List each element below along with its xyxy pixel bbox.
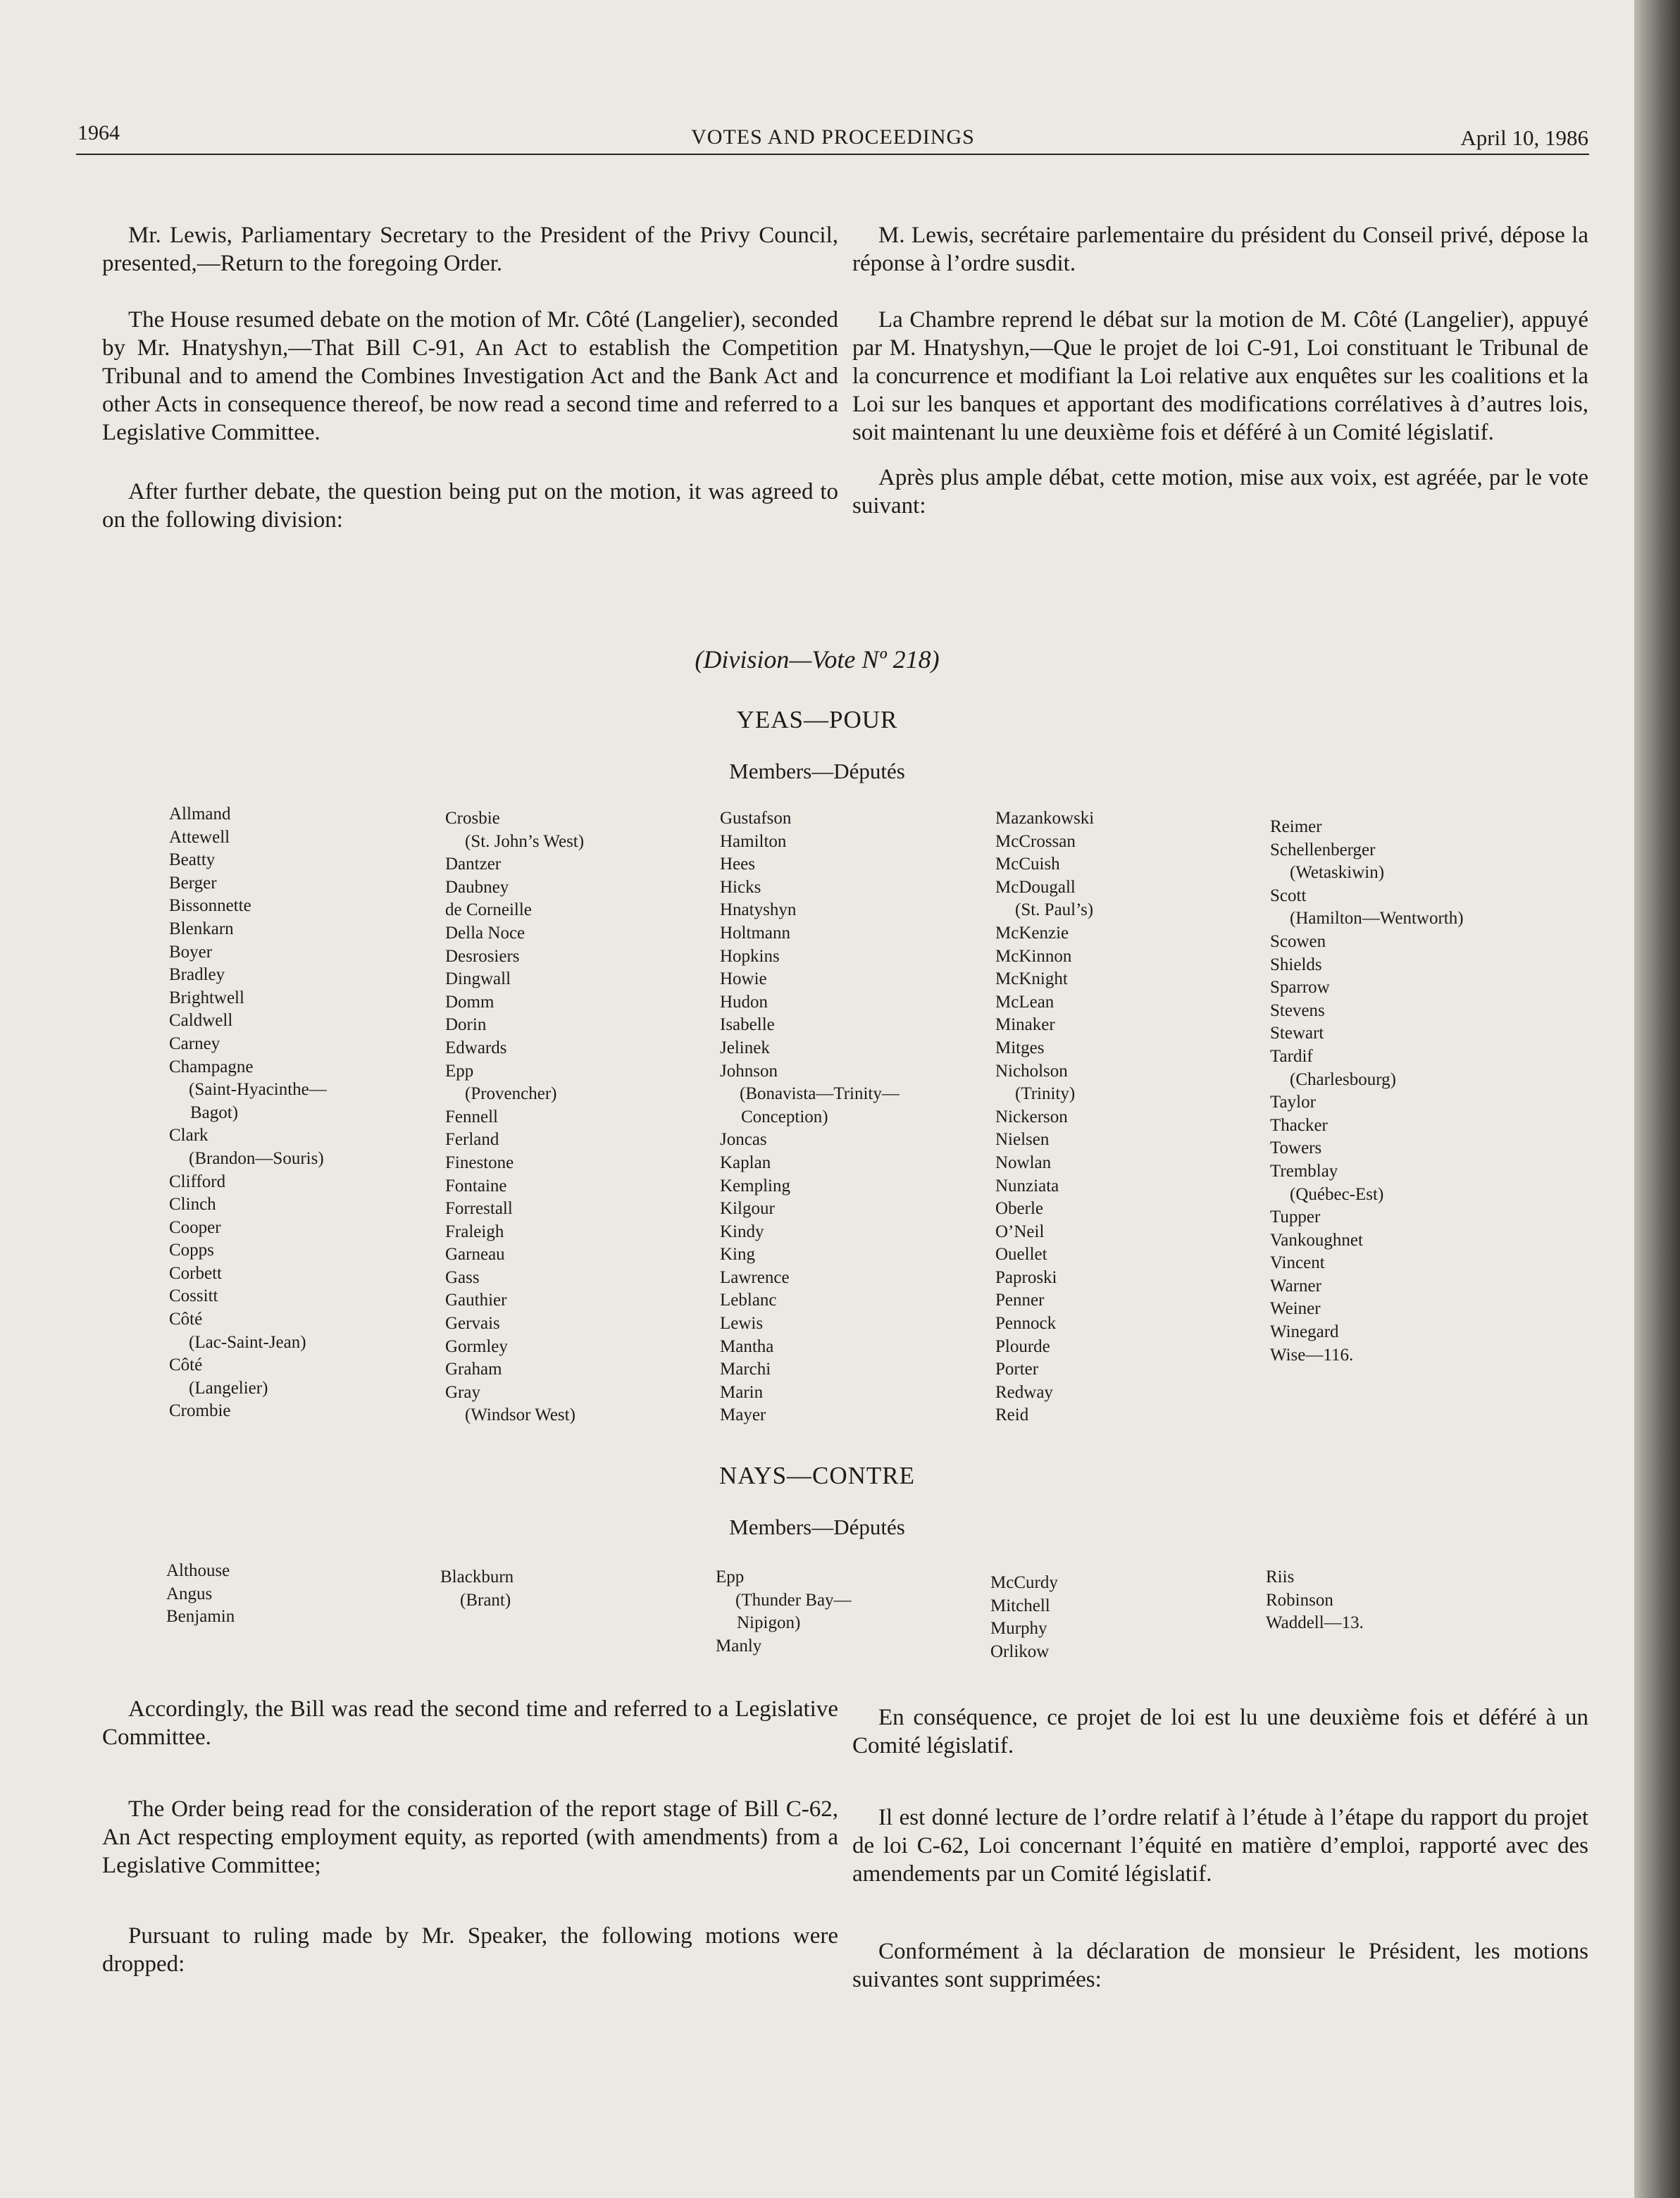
member-name: Crombie <box>169 1401 231 1421</box>
member-name: Kaplan <box>720 1153 771 1172</box>
member-name: (Trinity) <box>1015 1084 1076 1104</box>
member-name: Manly <box>716 1636 762 1656</box>
yeas-list-col1 <box>169 803 327 1423</box>
member-name: Robinson <box>1266 1590 1333 1610</box>
french-paragraph: Après plus ample débat, cette motion, mise aux voix, est agréée, par le vote suivant: <box>852 465 1588 519</box>
member-name: Riis <box>1266 1567 1295 1587</box>
member-name: Fennell <box>445 1107 498 1126</box>
nays-list-col4 <box>990 1572 1058 1663</box>
member-name: Pennock <box>995 1314 1057 1334</box>
member-name: (Brant) <box>460 1590 511 1610</box>
member-name: Hamilton <box>720 831 787 851</box>
member-name: Joncas <box>720 1130 767 1150</box>
member-name: McKinnon <box>995 946 1072 966</box>
yeas-list-col3 <box>720 807 900 1427</box>
english-paragraph: Accordingly, the Bill was read the second time and referred to a Legislative Committee. <box>102 1696 838 1750</box>
member-name: Gass <box>445 1267 480 1287</box>
member-name: Tupper <box>1270 1207 1321 1227</box>
member-name: Ouellet <box>995 1245 1047 1265</box>
member-name: Isabelle <box>720 1015 775 1035</box>
member-name: Redway <box>995 1382 1053 1402</box>
member-name: Tardif <box>1270 1046 1313 1066</box>
member-name: (Thunder Bay— <box>735 1590 852 1610</box>
member-name: Paproski <box>995 1267 1057 1287</box>
member-name: Graham <box>445 1360 502 1379</box>
member-name: Beatty <box>169 850 216 870</box>
member-name: Gormley <box>445 1336 508 1356</box>
member-name: Towers <box>1270 1138 1322 1158</box>
member-name: McKnight <box>995 969 1068 989</box>
member-name: Wise—116. <box>1270 1345 1354 1365</box>
member-name: Stevens <box>1270 1000 1325 1020</box>
member-name: Kempling <box>720 1176 790 1196</box>
member-name: Mazankowski <box>995 809 1095 828</box>
member-name: Taylor <box>1270 1093 1316 1112</box>
member-name: Scowen <box>1270 931 1326 951</box>
member-name: (Québec-Est) <box>1290 1184 1384 1204</box>
member-name: Scott <box>1270 886 1307 905</box>
member-name: Epp <box>716 1567 745 1587</box>
member-name: Lewis <box>720 1314 764 1334</box>
member-name: Reid <box>995 1405 1029 1425</box>
member-name: King <box>720 1245 755 1265</box>
member-name: Leblanc <box>720 1291 777 1310</box>
english-paragraph: After further debate, the question being put on the motion, it was agreed to on the following division: <box>102 479 838 533</box>
member-name: Boyer <box>169 942 213 962</box>
members-label: Members—Députés <box>729 1515 905 1539</box>
member-name: Waddell—13. <box>1266 1613 1364 1633</box>
member-name: Clinch <box>169 1195 216 1215</box>
member-name: McDougall <box>995 877 1076 897</box>
yeas-list-col5 <box>1270 816 1464 1367</box>
member-name: Finestone <box>445 1153 514 1172</box>
member-name: Fontaine <box>445 1176 507 1196</box>
english-paragraph: The House resumed debate on the motion of Mr. Côté (Langelier), seconded by Mr. Hnatyshyn,—That Bill C-91, An Act to establish the Competition Tribunal and to amend the Combines Investigation Act and the Bank Act and other Acts in consequence thereof, be now read a second time and referred to a Legislative Committee. <box>102 307 838 445</box>
member-name: Gervais <box>445 1314 500 1334</box>
member-name: Blackburn <box>440 1567 514 1587</box>
french-paragraph: Conformément à la déclaration de monsieur le Président, les motions suivantes sont supprimées: <box>852 1939 1588 1992</box>
member-name: Murphy <box>990 1619 1047 1639</box>
member-name: Kilgour <box>720 1199 775 1219</box>
nays-list-col2 <box>440 1566 514 1612</box>
french-paragraph: Il est donné lecture de l’ordre relatif à l’étude à l’étape du rapport du projet de loi C-62, Loi concernant l’équité en matière d’emploi, rapporté avec des amendements par un Comité législatif. <box>852 1805 1588 1887</box>
member-name: Carney <box>169 1033 220 1053</box>
members-label: Members—Députés <box>729 759 905 783</box>
nays-list-col1 <box>166 1560 235 1629</box>
member-name: Gray <box>445 1382 480 1402</box>
member-name: McCrossan <box>995 831 1076 851</box>
member-name: Warner <box>1270 1276 1321 1296</box>
member-name: Nickerson <box>995 1107 1068 1126</box>
member-name: Nicholson <box>995 1061 1068 1081</box>
member-name: (Hamilton—Wentworth) <box>1290 909 1464 929</box>
member-name: (St. John’s West) <box>465 831 585 851</box>
member-name: Sparrow <box>1270 978 1330 998</box>
member-name: Benjamin <box>166 1607 235 1627</box>
member-name: Hopkins <box>720 946 780 966</box>
member-name: Shields <box>1270 955 1322 974</box>
french-paragraph: En conséquence, ce projet de loi est lu une deuxième fois et déféré à un Comité législatif. <box>852 1705 1588 1758</box>
page-date: April 10, 1986 <box>1460 125 1588 150</box>
member-name: Bradley <box>169 965 225 985</box>
division-vote-label: (Division—Vote Nº 218) <box>695 645 940 673</box>
french-paragraph: La Chambre reprend le débat sur la motion de M. Côté (Langelier), appuyé par M. Hnatyshyn,—Que le projet de loi C-91, Loi constituant le Tribunal de la concurrence et modifiant la Loi relative aux enquêtes sur les coalitions et la Loi sur les banques et apportant des modifications corrélatives à d’autres lois, soit maintenant lu une deuxième fois et déféré à un Comité législatif. <box>852 307 1588 445</box>
english-paragraph: Mr. Lewis, Parliamentary Secretary to the President of the Privy Council, presented,—Return to the foregoing Order. <box>102 223 838 276</box>
member-name: Plourde <box>995 1336 1050 1356</box>
member-name: Bissonnette <box>169 896 251 916</box>
member-name: Conception) <box>741 1107 828 1126</box>
member-name: Blenkarn <box>169 919 234 938</box>
member-name: (Provencher) <box>465 1084 557 1104</box>
member-name: Dorin <box>445 1015 487 1035</box>
french-column-bottom <box>852 1703 1588 1994</box>
english-paragraph: The Order being read for the consideration of the report stage of Bill C-62, An Act respecting employment equity, as reported (with amendments) from a Legislative Committee; <box>102 1796 838 1878</box>
member-name: Mitges <box>995 1038 1045 1057</box>
member-name: Desrosiers <box>445 946 520 966</box>
member-name: Stewart <box>1270 1024 1324 1043</box>
member-name: Thacker <box>1270 1115 1328 1135</box>
member-name: Winegard <box>1270 1322 1339 1342</box>
member-name: Angus <box>166 1584 213 1603</box>
yeas-list-col2 <box>445 807 584 1427</box>
member-name: O’Neil <box>995 1222 1045 1241</box>
english-column-bottom <box>102 1695 838 1978</box>
member-name: Côté <box>169 1310 203 1329</box>
member-name: Jelinek <box>720 1038 770 1057</box>
yeas-heading: YEAS—POUR <box>736 706 898 733</box>
member-name: Nowlan <box>995 1153 1052 1172</box>
member-name: Tremblay <box>1270 1161 1338 1181</box>
member-name: (Langelier) <box>189 1378 268 1398</box>
member-name: Brightwell <box>169 988 244 1007</box>
member-name: (Saint-Hyacinthe— <box>189 1080 327 1100</box>
member-name: Berger <box>169 873 217 893</box>
member-name: Forrestall <box>445 1199 513 1219</box>
member-name: (Lac-Saint-Jean) <box>189 1332 306 1352</box>
member-name: Clifford <box>169 1172 226 1191</box>
member-name: Crosbie <box>445 809 500 828</box>
nays-list-col3 <box>716 1566 852 1658</box>
page-title: VOTES AND PROCEEDINGS <box>691 125 975 149</box>
member-name: Marin <box>720 1382 764 1402</box>
member-name: (Bonavista—Trinity— <box>740 1084 900 1104</box>
member-name: Penner <box>995 1291 1045 1310</box>
member-name: Minaker <box>995 1015 1055 1035</box>
member-name: Orlikow <box>990 1641 1050 1661</box>
member-name: Cooper <box>169 1217 221 1237</box>
member-name: Vincent <box>1270 1253 1325 1273</box>
member-name: (Brandon—Souris) <box>189 1148 324 1168</box>
member-name: Kindy <box>720 1222 764 1241</box>
member-name: Lawrence <box>720 1267 790 1287</box>
member-name: Corbett <box>169 1263 222 1283</box>
member-name: Weiner <box>1270 1299 1321 1319</box>
member-name: Edwards <box>445 1038 507 1057</box>
member-name: Schellenberger <box>1270 840 1376 859</box>
member-name: Allmand <box>169 805 231 824</box>
english-column-top <box>102 221 838 534</box>
member-name: Holtmann <box>720 923 790 943</box>
header-rule <box>76 154 1589 155</box>
member-name: Gustafson <box>720 809 792 828</box>
english-paragraph: Pursuant to ruling made by Mr. Speaker, the following motions were dropped: <box>102 1923 838 1977</box>
member-name: Clark <box>169 1126 209 1145</box>
member-name: Hnatyshyn <box>720 900 797 920</box>
french-column-top <box>852 221 1588 520</box>
member-name: Marchi <box>720 1360 771 1379</box>
member-name: Dantzer <box>445 855 502 874</box>
member-name: McLean <box>995 992 1054 1012</box>
member-name: (Wetaskiwin) <box>1290 863 1385 883</box>
member-name: Nunziata <box>995 1176 1059 1196</box>
member-name: de Corneille <box>445 900 532 920</box>
member-name: McCuish <box>995 855 1060 874</box>
member-name: Gauthier <box>445 1291 507 1310</box>
member-name: Dingwall <box>445 969 511 989</box>
member-name: Althouse <box>166 1561 230 1580</box>
member-name: Nielsen <box>995 1130 1050 1150</box>
member-name: (St. Paul’s) <box>1015 900 1094 920</box>
member-name: Porter <box>995 1360 1039 1379</box>
member-name: Ferland <box>445 1130 499 1150</box>
member-name: (Charlesbourg) <box>1290 1069 1396 1089</box>
member-name: Bagot) <box>190 1103 239 1122</box>
member-name: Copps <box>169 1241 214 1260</box>
member-name: McKenzie <box>995 923 1069 943</box>
member-name: Daubney <box>445 877 509 897</box>
member-name: Reimer <box>1270 817 1322 836</box>
member-name: Fraleigh <box>445 1222 504 1241</box>
member-name: (Windsor West) <box>465 1405 575 1425</box>
nays-heading: NAYS—CONTRE <box>718 1462 916 1489</box>
member-name: Epp <box>445 1061 474 1081</box>
page-binding-edge <box>1634 0 1680 2198</box>
page-header <box>77 121 1588 156</box>
member-name: Vankoughnet <box>1270 1230 1363 1250</box>
member-name: Hudon <box>720 992 769 1012</box>
french-paragraph: M. Lewis, secrétaire parlementaire du président du Conseil privé, dépose la réponse à l’ordre susdit. <box>852 223 1588 276</box>
member-name: Hicks <box>720 877 761 897</box>
member-name: Oberle <box>995 1199 1044 1219</box>
member-name: Caldwell <box>169 1011 233 1031</box>
member-name: Johnson <box>720 1061 778 1081</box>
member-name: Mayer <box>720 1405 766 1425</box>
member-name: Champagne <box>169 1057 254 1076</box>
member-name: Della Noce <box>445 923 525 943</box>
member-name: Mantha <box>720 1336 774 1356</box>
member-name: Mitchell <box>990 1596 1050 1615</box>
member-name: Nipigon) <box>737 1613 801 1633</box>
member-name: Côté <box>169 1355 203 1375</box>
nays-list-col5 <box>1266 1566 1364 1635</box>
member-name: Domm <box>445 992 494 1012</box>
member-name: Attewell <box>169 827 230 847</box>
member-name: Cossitt <box>169 1286 218 1306</box>
member-name: McCurdy <box>990 1573 1058 1592</box>
yeas-list-col4 <box>995 807 1094 1427</box>
page-number: 1964 <box>77 121 120 144</box>
member-name: Howie <box>720 969 767 989</box>
member-name: Garneau <box>445 1245 505 1265</box>
member-name: Hees <box>720 855 755 874</box>
